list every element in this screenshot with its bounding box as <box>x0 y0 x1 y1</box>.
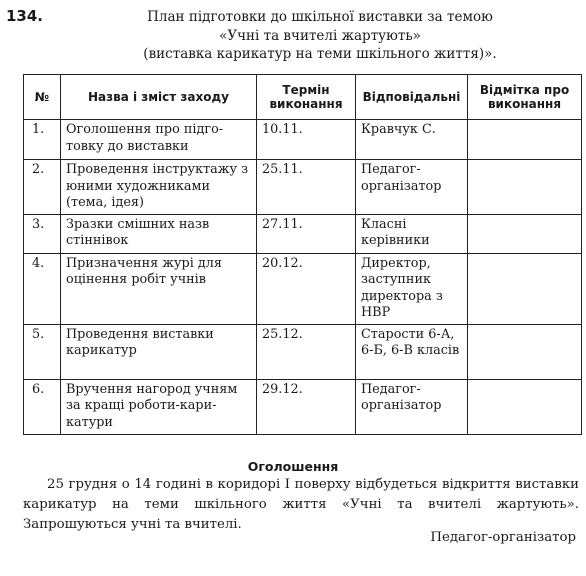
title-line-3: (виставка карикатур на теми шкільного життя)». <box>143 46 497 62</box>
notice-title: Оголошення <box>247 459 339 474</box>
table-row <box>24 214 582 253</box>
row-responsible: Директор, заступник директора з НВР <box>356 253 468 324</box>
row-number: 4. <box>24 253 61 324</box>
row-event: Оголошення про підго-товку до виставки <box>61 120 257 160</box>
row-date: 25.12. <box>257 324 356 379</box>
table-row <box>24 324 582 379</box>
table-row <box>24 253 582 324</box>
row-mark <box>468 160 582 215</box>
row-mark <box>468 253 582 324</box>
row-responsible: Старости 6-А, 6-Б, 6-В класів <box>356 324 468 379</box>
row-responsible: Класні керівники <box>356 214 468 253</box>
row-date: 25.11. <box>257 160 356 215</box>
row-mark <box>468 120 582 160</box>
row-date: 20.12. <box>257 253 356 324</box>
header-responsible: Відповідальні <box>356 75 468 120</box>
row-responsible: Педагог-організатор <box>356 160 468 215</box>
notice-body: 25 грудня о 14 годині в коридорі І поверху відбудеться відкриття виставки карикатур на теми шкільного життя «Учні та вчителі жартують». Запрошуються учні та вчителі. <box>23 477 579 532</box>
row-responsible: Педагог-організатор <box>356 379 468 434</box>
notice-signature: Педагог-організатор <box>430 530 576 545</box>
row-number: 3. <box>24 214 61 253</box>
header-event: Назва і зміст заходу <box>61 75 257 120</box>
header-date: Термін виконання <box>257 75 356 120</box>
table-row <box>24 379 582 434</box>
exercise-number: 134. <box>6 7 44 25</box>
row-date: 27.11. <box>257 214 356 253</box>
row-date: 29.12. <box>257 379 356 434</box>
table-row <box>24 120 582 160</box>
table-header-row <box>24 75 582 120</box>
row-event: Призначення журі для оцінення робіт учнів <box>61 253 257 324</box>
row-mark <box>468 379 582 434</box>
row-mark <box>468 324 582 379</box>
row-mark <box>468 214 582 253</box>
plan-table <box>23 74 582 435</box>
row-event: Проведення інструктажу з юними художниками (тема, ідея) <box>61 160 257 215</box>
row-event: Вручення нагород учням за кращі роботи-кари-катури <box>61 379 257 434</box>
row-event: Зразки смішних назв стіннівок <box>61 214 257 253</box>
row-responsible: Кравчук С. <box>356 120 468 160</box>
row-number: 5. <box>24 324 61 379</box>
header-mark: Відмітка про виконання <box>468 75 582 120</box>
row-number: 6. <box>24 379 61 434</box>
table-row <box>24 160 582 215</box>
title-line-1: План підготовки до шкільної виставки за темою <box>147 9 493 25</box>
header-number: № <box>24 75 61 120</box>
row-date: 10.11. <box>257 120 356 160</box>
title-line-2: «Учні та вчителі жартують» <box>219 28 421 44</box>
row-event: Проведення виставки карикатур <box>61 324 257 379</box>
row-number: 1. <box>24 120 61 160</box>
row-number: 2. <box>24 160 61 215</box>
